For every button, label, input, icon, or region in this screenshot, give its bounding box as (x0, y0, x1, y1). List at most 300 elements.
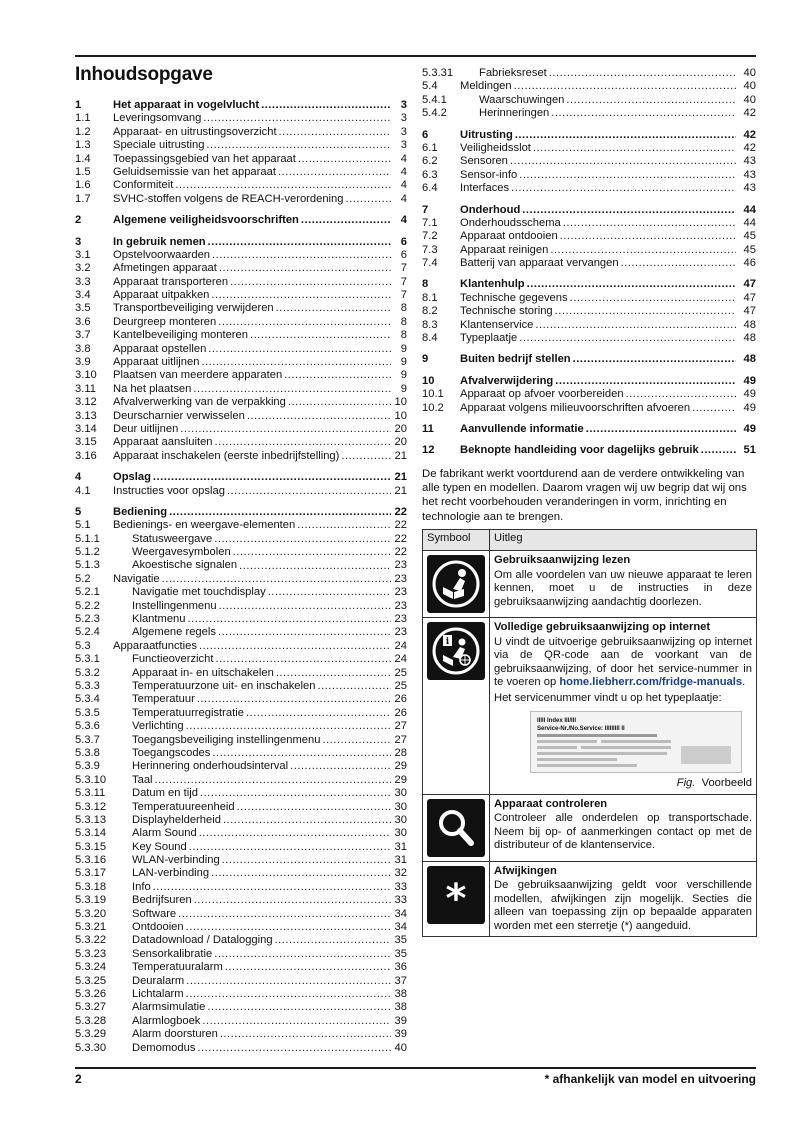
toc-entry[interactable] (75, 1015, 407, 1028)
toc-entry[interactable] (75, 975, 407, 988)
toc-title: Afvalverwerking van de verpakking (113, 396, 286, 409)
toc-leader-dots (230, 276, 391, 289)
toc-page: 48 (743, 318, 756, 331)
read-manual-icon (427, 555, 485, 613)
toc-entry[interactable] (75, 519, 407, 532)
toc-title: Apparaat ontdooien (460, 230, 558, 243)
toc-entry[interactable] (422, 244, 756, 257)
toc-leader-dots (155, 774, 391, 787)
toc-entry[interactable] (422, 332, 756, 345)
toc-title: Conformiteit (113, 179, 174, 192)
toc-number: 5.3.21 (75, 921, 107, 934)
toc-entry[interactable] (75, 881, 407, 894)
toc-entry[interactable] (422, 67, 756, 80)
toc-leader-dots (169, 506, 391, 519)
toc-page: 23 (394, 572, 407, 585)
toc-leader-dots (218, 316, 391, 329)
toc-entry[interactable] (75, 153, 407, 166)
toc-leader-dots (290, 760, 391, 773)
toc-leader-dots (519, 169, 736, 182)
toc-entry[interactable] (422, 204, 756, 217)
toc-page: 22 (394, 546, 407, 559)
toc-leader-dots (288, 396, 391, 409)
toc-title: Kantelbeveiliging monteren (113, 329, 248, 342)
toc-leader-dots (298, 153, 391, 166)
toc-entry[interactable] (75, 586, 407, 599)
toc-leader-dots (186, 720, 391, 733)
toc-entry[interactable] (422, 80, 756, 93)
toc-number: 5.3.13 (75, 813, 107, 826)
toc-right-column (422, 67, 756, 458)
toc-number: 5.3.6 (75, 720, 100, 733)
toc-leader-dots (233, 546, 391, 559)
symbol-body-text: U vindt de uitvoerige gebruiksaanwijzing op internet via de QR-code aan de voorkant van de gebruiksaanwijzing, of door het service-nummer in te voeren op (494, 635, 752, 688)
toc-number: 5.3.1 (75, 653, 100, 666)
toc-leader-dots (514, 80, 736, 93)
toc-title: Apparaat opstellen (113, 342, 207, 355)
toc-number: 5.3.2 (75, 666, 100, 679)
toc-title: Ontdooien (132, 921, 184, 934)
toc-page: 9 (400, 342, 407, 355)
toc-title: Software (132, 907, 177, 920)
toc-title: Apparaat volgens milieuvoorschriften afvoeren (460, 401, 691, 414)
toc-entry[interactable] (422, 375, 756, 388)
toc-number: 5.1.3 (75, 559, 100, 572)
toc-number: 3.14 (75, 422, 97, 435)
toc-number: 5.4.2 (422, 107, 447, 120)
toc-number: 5.2.2 (75, 599, 100, 612)
toc-page: 6 (400, 235, 407, 248)
symbol-row (423, 861, 757, 937)
toc-number: 6.2 (422, 155, 438, 168)
toc-number: 3.3 (75, 275, 91, 288)
toc-leader-dots (268, 586, 391, 599)
toc-number: 5.3.28 (75, 1014, 107, 1027)
toc-page: 26 (394, 693, 407, 706)
toc-entry[interactable] (75, 908, 407, 921)
toc-number: 8.4 (422, 332, 438, 345)
toc-title: Apparaat inschakelen (eerste inbedrijfstelling) (113, 449, 340, 462)
toc-leader-dots (626, 388, 736, 401)
toc-leader-dots (551, 107, 736, 120)
toc-page: 43 (743, 155, 756, 168)
toc-number: 8.1 (422, 291, 438, 304)
toc-leader-dots (555, 375, 736, 388)
toc-entry[interactable] (75, 814, 407, 827)
toc-leader-dots (515, 129, 736, 142)
toc-leader-dots (341, 450, 391, 463)
toc-number: 5.2.1 (75, 586, 100, 599)
toc-number: 3.12 (75, 396, 97, 409)
toc-title: Temperatuuralarm (132, 961, 223, 974)
toc-entry[interactable] (75, 436, 407, 449)
toc-title: Afmetingen apparaat (113, 262, 217, 275)
toc-leader-dots (317, 680, 391, 693)
toc-entry[interactable] (422, 94, 756, 107)
toc-entry[interactable] (75, 485, 407, 498)
toc-title: Typeplaatje (460, 332, 518, 345)
toc-entry[interactable] (75, 193, 407, 206)
toc-entry[interactable] (75, 867, 407, 880)
toc-page: 49 (743, 422, 756, 435)
asterisk-icon (427, 866, 485, 924)
toc-title: Opslag (113, 471, 151, 484)
toc-number: 8.2 (422, 305, 438, 318)
toc-entry[interactable] (75, 166, 407, 179)
toc-page: 30 (394, 800, 407, 813)
toc-title: Demomodus (132, 1041, 196, 1054)
toc-title: Apparaat uitlijnen (113, 356, 200, 369)
toc-title: Herinneringen (479, 107, 550, 120)
toc-page: 4 (400, 165, 407, 178)
toc-title: Veiligheidsslot (460, 141, 531, 154)
toc-entry[interactable] (422, 292, 756, 305)
toc-leader-dots (261, 99, 391, 112)
toc-page: 3 (400, 125, 407, 138)
toc-title: Algemene regels (132, 626, 216, 639)
toc-leader-dots (186, 921, 391, 934)
toc-entry[interactable] (75, 921, 407, 934)
toc-entry[interactable] (422, 353, 756, 366)
toc-page: 40 (743, 80, 756, 93)
toc-entry[interactable] (75, 747, 407, 760)
toc-entry[interactable] (75, 894, 407, 907)
toc-entry[interactable] (75, 667, 407, 680)
toc-title: Onderhoud (460, 203, 521, 216)
toc-entry[interactable] (75, 289, 407, 302)
toc-entry[interactable] (75, 613, 407, 626)
toc-entry[interactable] (75, 99, 407, 112)
toc-entry[interactable] (422, 182, 756, 195)
toc-title: Onderhoudsschema (460, 216, 561, 229)
toc-leader-dots (533, 142, 736, 155)
toc-title: Buiten bedrijf stellen (460, 353, 571, 366)
toc-entry[interactable] (75, 343, 407, 356)
toc-entry[interactable] (75, 787, 407, 800)
toc-title: Apparaat transporteren (113, 275, 229, 288)
bottom-rule (75, 1067, 756, 1069)
toc-entry[interactable] (422, 278, 756, 291)
symbol-title: Apparaat controleren (494, 797, 608, 810)
toc-title: Toepassingsgebied van het apparaat (113, 152, 296, 165)
toc-leader-dots (194, 894, 391, 907)
toc-number: 5.2 (75, 572, 91, 585)
toc-entry[interactable] (75, 988, 407, 1001)
toc-entry[interactable] (75, 506, 407, 519)
toc-title: Deur uitlijnen (113, 422, 179, 435)
toc-page: 34 (394, 921, 407, 934)
toc-number: 3.9 (75, 356, 91, 369)
toc-title: Plaatsen van meerdere apparaten (113, 369, 283, 382)
toc-page: 9 (400, 369, 407, 382)
toc-page: 47 (743, 305, 756, 318)
toc-number: 5.3.12 (75, 800, 107, 813)
toc-entry[interactable] (422, 155, 756, 168)
toc-entry[interactable] (422, 402, 756, 415)
toc-number: 5.3.22 (75, 934, 107, 947)
toc-title: Taal (132, 773, 153, 786)
toc-leader-dots (153, 471, 391, 484)
toc-page: 31 (394, 840, 407, 853)
toc-entry[interactable] (75, 276, 407, 289)
toc-title: Algemene veiligheidsvoorschriften (113, 214, 299, 227)
toc-page: 35 (394, 947, 407, 960)
toc-entry[interactable] (75, 1001, 407, 1014)
toc-entry[interactable] (75, 450, 407, 463)
toc-entry[interactable] (75, 533, 407, 546)
toc-title: Datadownload / Datalogging (132, 934, 273, 947)
toc-entry[interactable] (422, 169, 756, 182)
toc-leader-dots (535, 319, 736, 332)
toc-entry[interactable] (75, 854, 407, 867)
toc-number: 5.3.30 (75, 1041, 107, 1054)
toc-page: 4 (400, 192, 407, 205)
toc-entry[interactable] (75, 841, 407, 854)
toc-entry[interactable] (75, 774, 407, 787)
manual-link[interactable]: home.liebherr.com/fridge-manuals (559, 676, 743, 688)
toc-number: 5.3.4 (75, 693, 100, 706)
toc-number: 3.7 (75, 329, 91, 342)
toc-entry[interactable] (422, 444, 756, 457)
toc-leader-dots (186, 975, 391, 988)
toc-title: Key Sound (132, 840, 187, 853)
toc-entry[interactable] (75, 112, 407, 125)
toc-entry[interactable] (75, 827, 407, 840)
toc-title: Meldingen (460, 80, 512, 93)
toc-title: Transportbeveiliging verwijderen (113, 302, 274, 315)
toc-title: Bedrijfsuren (132, 894, 192, 907)
toc-number: 6.3 (422, 168, 438, 181)
toc-title: Instructies voor opslag (113, 484, 225, 497)
toc-title: Toegangscodes (132, 746, 211, 759)
toc-number: 5.1 (75, 519, 91, 532)
toc-entry[interactable] (75, 720, 407, 733)
toc-number: 10 (422, 374, 435, 387)
toc-title: In gebruik nemen (113, 235, 206, 248)
toc-entry[interactable] (422, 107, 756, 120)
symbol-title: Afwijkingen (494, 864, 557, 877)
toc-entry[interactable] (422, 129, 756, 142)
col-header-symbol: Symbool (423, 530, 490, 551)
type-plate-line-2: Service-Nr./No.Service: IIIIIIIII II (537, 726, 625, 732)
toc-entry[interactable] (75, 423, 407, 436)
toc-entry[interactable] (75, 573, 407, 586)
toc-entry[interactable] (422, 142, 756, 155)
toc-title: Bedienings- en weergave-elementen (113, 519, 296, 532)
toc-leader-dots (212, 249, 391, 262)
toc-number: 5.3.29 (75, 1028, 107, 1041)
toc-leader-dots (527, 278, 736, 291)
svg-text:*: * (445, 875, 467, 918)
toc-entry[interactable] (75, 600, 407, 613)
toc-number: 7.4 (422, 257, 438, 270)
toc-leader-dots (301, 214, 391, 227)
toc-entry[interactable] (422, 217, 756, 230)
toc-page: 3 (400, 139, 407, 152)
toc-entry[interactable] (75, 410, 407, 423)
toc-entry[interactable] (422, 257, 756, 270)
toc-number: 5.3.19 (75, 894, 107, 907)
toc-title: Interfaces (460, 182, 510, 195)
toc-leader-dots (215, 653, 391, 666)
toc-page: 33 (394, 880, 407, 893)
toc-title: Het apparaat in vogelvlucht (113, 98, 260, 111)
toc-entry[interactable] (75, 760, 407, 773)
symbol-body (494, 636, 752, 690)
toc-title: Temperatuurregistratie (132, 706, 244, 719)
toc-page: 4 (400, 179, 407, 192)
toc-entry[interactable] (75, 626, 407, 639)
toc-page: 34 (394, 907, 407, 920)
toc-entry[interactable] (75, 961, 407, 974)
toc-leader-dots (186, 988, 391, 1001)
toc-page: 22 (394, 505, 407, 518)
toc-page: 31 (394, 854, 407, 867)
toc-number: 5.4 (422, 80, 438, 93)
toc-entry[interactable] (75, 1028, 407, 1041)
toc-entry[interactable] (75, 653, 407, 666)
toc-entry[interactable] (422, 388, 756, 401)
toc-page: 44 (743, 216, 756, 229)
toc-entry[interactable] (75, 302, 407, 315)
toc-entry[interactable] (422, 230, 756, 243)
toc-leader-dots (346, 193, 392, 206)
toc-leader-dots (162, 573, 391, 586)
toc-entry[interactable] (75, 179, 407, 192)
toc-leader-dots (227, 485, 391, 498)
toc-entry[interactable] (75, 383, 407, 396)
toc-page: 7 (400, 275, 407, 288)
intro-paragraph: De fabrikant werkt voortdurend aan de verdere ontwikkeling van alle typen en modellen. Daarom vragen wij uw begrip dat wij ons het recht voorbehouden veranderingen in vorm, inrichting en technologie aan te brengen. (422, 468, 747, 523)
toc-title: Info (132, 880, 151, 893)
toc-entry[interactable] (75, 934, 407, 947)
symbol-extra: Het servicenummer vindt u op het typeplaatje: (494, 691, 722, 704)
toc-entry[interactable] (75, 680, 407, 693)
toc-entry[interactable] (75, 329, 407, 342)
symbol-title: Gebruiksaanwijzing lezen (494, 554, 631, 566)
toc-leader-dots (279, 126, 391, 139)
toc-entry[interactable] (75, 948, 407, 961)
toc-entry[interactable] (75, 316, 407, 329)
toc-page: 29 (394, 760, 407, 773)
toc-leader-dots (211, 289, 391, 302)
toc-page: 35 (394, 934, 407, 947)
toc-number: 6.1 (422, 141, 438, 154)
toc-entry[interactable] (75, 734, 407, 747)
toc-page: 20 (394, 436, 407, 449)
toc-entry[interactable] (422, 423, 756, 436)
toc-page: 7 (400, 262, 407, 275)
toc-page: 48 (743, 332, 756, 345)
symbol-row (423, 794, 757, 861)
toc-title: Weergavesymbolen (132, 546, 231, 559)
toc-page: 3 (400, 98, 407, 111)
toc-page: 30 (394, 813, 407, 826)
toc-entry[interactable] (75, 126, 407, 139)
toc-entry[interactable] (75, 546, 407, 559)
toc-entry[interactable] (422, 319, 756, 332)
toc-entry[interactable] (75, 693, 407, 706)
toc-number: 10.2 (422, 401, 444, 414)
toc-entry[interactable] (75, 640, 407, 653)
toc-entry[interactable] (75, 369, 407, 382)
toc-leader-dots (199, 827, 391, 840)
toc-page: 49 (743, 401, 756, 414)
toc-title: Datum en tijd (132, 787, 198, 800)
toc-entry[interactable] (75, 356, 407, 369)
toc-title: Klantenhulp (460, 278, 525, 291)
toc-number: 1.2 (75, 125, 91, 138)
toc-title: Sensor-info (460, 168, 518, 181)
toc-number: 1.6 (75, 179, 91, 192)
toc-page: 42 (743, 128, 756, 141)
toc-entry[interactable] (422, 305, 756, 318)
toc-entry[interactable] (75, 707, 407, 720)
toc-number: 12 (422, 444, 435, 457)
toc-number: 5.3.3 (75, 680, 100, 692)
toc-number: 5.3.10 (75, 773, 107, 786)
toc-title: Herinnering onderhoudsinterval (132, 760, 289, 773)
toc-entry[interactable] (75, 214, 407, 227)
toc-title: Apparaat reinigen (460, 243, 549, 256)
svg-text:i: i (445, 637, 450, 647)
toc-entry[interactable] (75, 249, 407, 262)
toc-leader-dots (560, 230, 736, 243)
footer-note: * afhankelijk van model en uitvoering (544, 1072, 756, 1086)
toc-entry[interactable] (75, 1042, 407, 1055)
toc-entry[interactable] (75, 262, 407, 275)
toc-title: Navigatie (113, 572, 160, 585)
toc-title: LAN-verbinding (132, 867, 210, 880)
toc-entry[interactable] (75, 236, 407, 249)
toc-leader-dots (215, 436, 391, 449)
toc-number: 5.3 (75, 639, 91, 652)
toc-leader-dots (153, 881, 391, 894)
toc-leader-dots (197, 693, 391, 706)
toc-title: Batterij van apparaat vervangen (460, 257, 619, 270)
toc-title: Alarmsimulatie (132, 1001, 206, 1014)
figure-label: Fig. (676, 777, 696, 789)
toc-page: 8 (400, 329, 407, 342)
toc-leader-dots (199, 640, 391, 653)
toc-entry[interactable] (75, 471, 407, 484)
toc-leader-dots (563, 217, 736, 230)
toc-entry[interactable] (75, 139, 407, 152)
toc-number: 4.1 (75, 484, 91, 497)
toc-title: Akoestische signalen (132, 559, 238, 572)
toc-page: 28 (394, 746, 407, 759)
toc-entry[interactable] (75, 560, 407, 573)
toc-page: 23 (394, 599, 407, 612)
toc-leader-dots (175, 179, 391, 192)
toc-entry[interactable] (75, 801, 407, 814)
toc-title: Temperatuurzone uit- en inschakelen (132, 680, 316, 692)
toc-title: Geluidsemissie van het apparaat (113, 165, 276, 178)
toc-page: 38 (394, 987, 407, 1000)
toc-leader-dots (239, 560, 391, 573)
toc-number: 7.2 (422, 230, 438, 243)
toc-entry[interactable] (75, 396, 407, 409)
toc-number: 3.5 (75, 302, 91, 315)
toc-page: 43 (743, 168, 756, 181)
toc-leader-dots (197, 1042, 391, 1055)
toc-number: 7 (422, 203, 429, 216)
toc-number: 3.10 (75, 369, 97, 382)
toc-page: 51 (743, 444, 756, 457)
toc-leader-dots (549, 67, 736, 80)
toc-number: 3.11 (75, 382, 96, 395)
toc-page: 27 (394, 733, 407, 746)
